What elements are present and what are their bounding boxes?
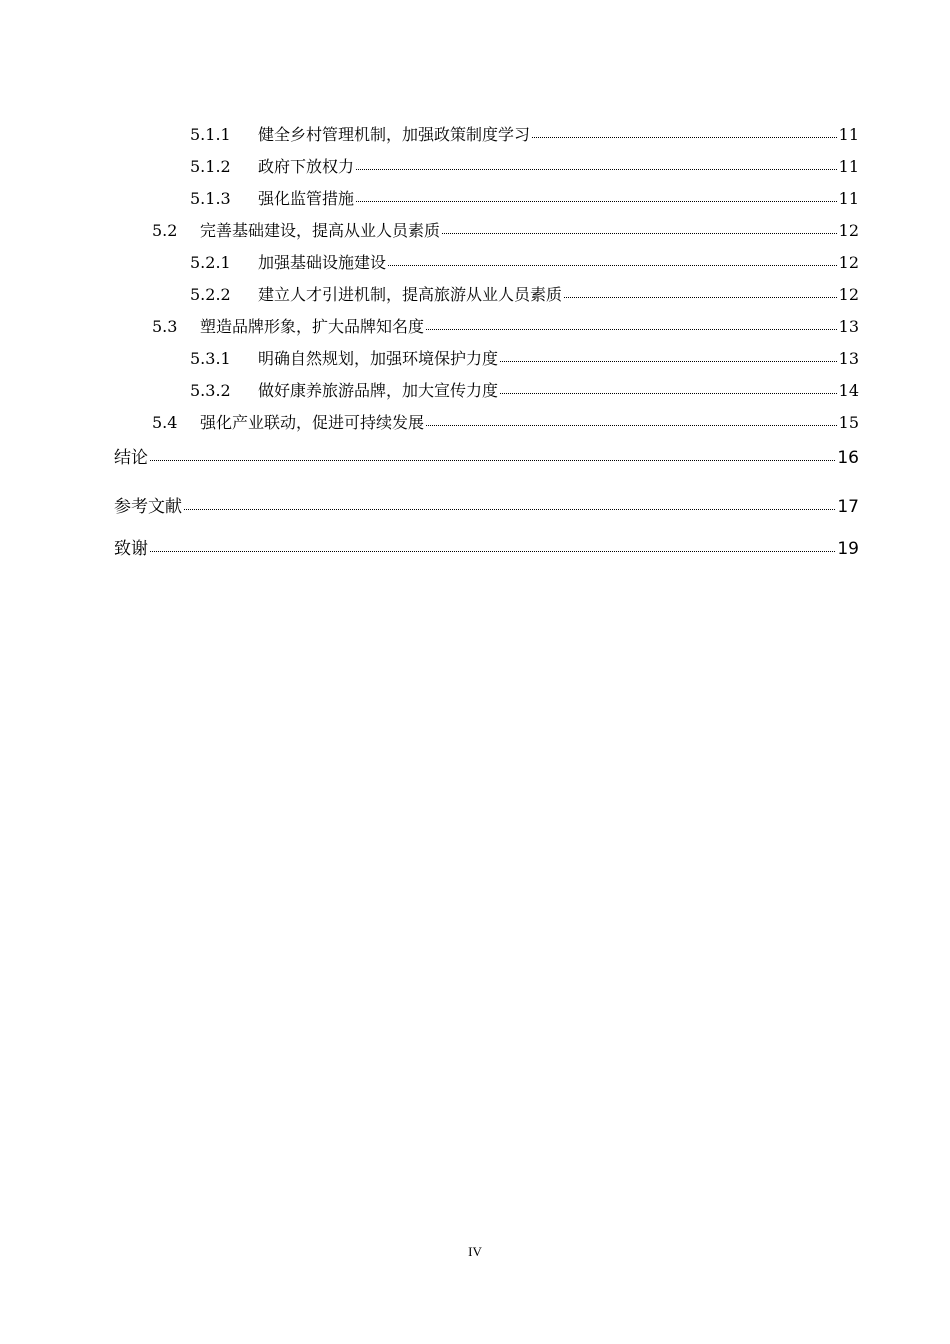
toc-entry-page: 11 <box>838 189 859 208</box>
toc-dot-leader <box>356 201 837 202</box>
toc-entry-number: 5.2.1 <box>190 253 231 272</box>
toc-entry-number: 5.4 <box>152 413 178 432</box>
toc-dot-leader <box>500 393 837 394</box>
toc-entry-number: 5.3.2 <box>190 381 231 400</box>
toc-entry-number: 5.1.3 <box>190 189 231 208</box>
toc-entry-title: 致谢 <box>114 539 148 559</box>
toc-entry-page: 19 <box>837 539 859 559</box>
toc-entry-conclusion[interactable] <box>114 443 859 468</box>
toc-entry-title: 政府下放权力 <box>258 157 355 176</box>
toc-entry-page: 12 <box>838 253 859 272</box>
toc-entry-page: 13 <box>838 349 859 368</box>
toc-entry-number: 5.2 <box>152 221 178 240</box>
toc-dot-leader <box>356 169 837 170</box>
toc-entry-title: 强化产业联动，促进可持续发展 <box>200 413 425 432</box>
toc-entry-page: 12 <box>838 285 859 304</box>
toc-entry-5-4[interactable] <box>152 410 859 433</box>
toc-entry-title: 参考文献 <box>114 497 182 517</box>
toc-entry-title: 健全乡村管理机制，加强政策制度学习 <box>258 125 531 144</box>
toc-entry-page: 16 <box>837 448 859 468</box>
toc-entry-title: 完善基础建设，提高从业人员素质 <box>200 221 441 240</box>
toc-dot-leader <box>500 361 837 362</box>
toc-entry-page: 13 <box>838 317 859 336</box>
toc-entry-title: 塑造品牌形象，扩大品牌知名度 <box>200 317 425 336</box>
toc-entry-number: 5.2.2 <box>190 285 231 304</box>
toc-entry-number: 5.1.2 <box>190 157 231 176</box>
toc-entry-5-3-1[interactable] <box>190 346 859 369</box>
toc-entry-5-2-1[interactable] <box>190 250 859 273</box>
toc-entry-5-1-1[interactable] <box>190 122 859 145</box>
toc-dot-leader <box>184 509 835 510</box>
page-number: IV <box>468 1244 482 1259</box>
toc-entry-title: 强化监管措施 <box>258 189 355 208</box>
toc-entry-page: 14 <box>838 381 859 400</box>
toc-entry-number: 5.3.1 <box>190 349 231 368</box>
toc-dot-leader <box>150 460 835 461</box>
toc-entry-page: 17 <box>837 497 859 517</box>
toc-entry-title: 做好康养旅游品牌，加大宣传力度 <box>258 381 499 400</box>
toc-entry-5-2[interactable] <box>152 218 859 241</box>
toc-entry-references[interactable] <box>114 492 859 517</box>
toc-entry-page: 12 <box>838 221 859 240</box>
toc-dot-leader <box>426 425 837 426</box>
toc-entry-number: 5.1.1 <box>190 125 231 144</box>
toc-entry-5-3[interactable] <box>152 314 859 337</box>
toc-dot-leader <box>388 265 837 266</box>
table-of-contents <box>0 0 950 600</box>
toc-entry-number: 5.3 <box>152 317 178 336</box>
toc-entry-page: 11 <box>838 125 859 144</box>
toc-entry-5-3-2[interactable] <box>190 378 859 401</box>
toc-entry-page: 11 <box>838 157 859 176</box>
toc-entry-title: 结论 <box>114 448 148 468</box>
toc-dot-leader <box>150 551 835 552</box>
toc-entry-title: 明确自然规划，加强环境保护力度 <box>258 349 499 368</box>
toc-dot-leader <box>426 329 837 330</box>
toc-entry-acknowledgements[interactable] <box>114 534 859 559</box>
toc-dot-leader <box>564 297 837 298</box>
toc-entry-page: 15 <box>838 413 859 432</box>
toc-dot-leader <box>532 137 837 138</box>
toc-entry-5-1-3[interactable] <box>190 186 859 209</box>
toc-entry-title: 加强基础设施建设 <box>258 253 387 272</box>
toc-entry-5-2-2[interactable] <box>190 282 859 305</box>
toc-entry-title: 建立人才引进机制，提高旅游从业人员素质 <box>258 285 563 304</box>
toc-dot-leader <box>442 233 837 234</box>
toc-entry-5-1-2[interactable] <box>190 154 859 177</box>
